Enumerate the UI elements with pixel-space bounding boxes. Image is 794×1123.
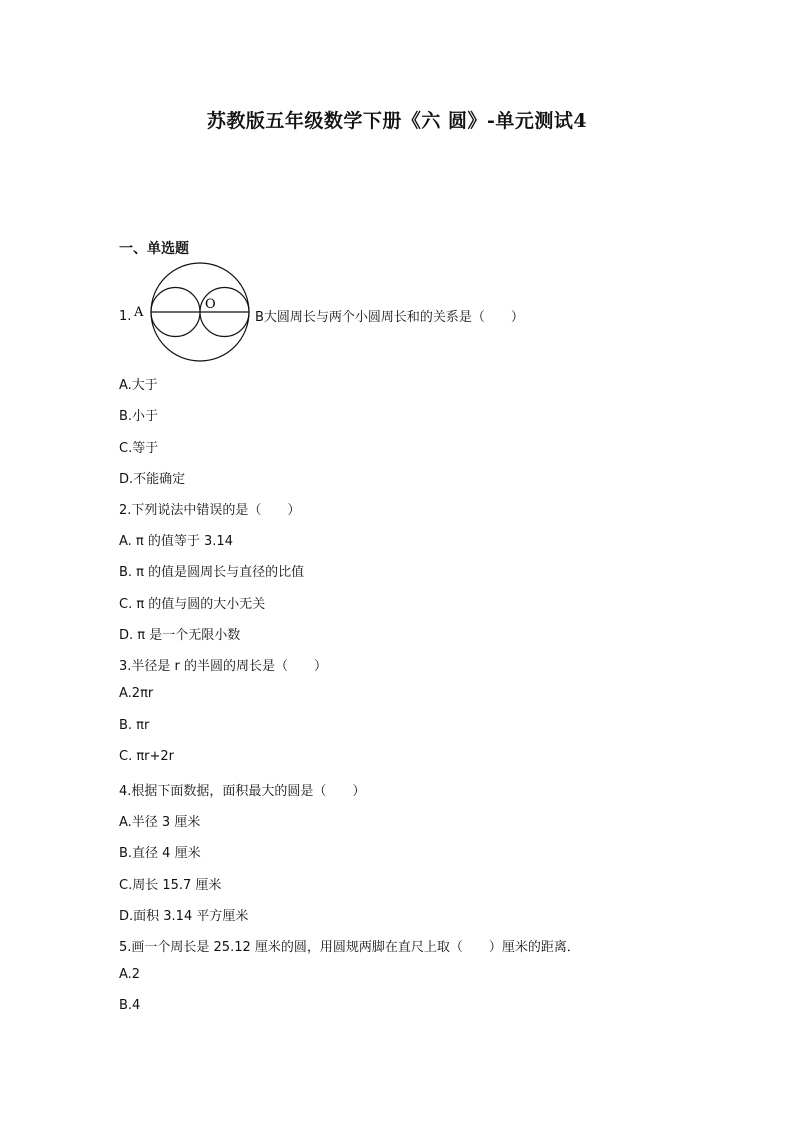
question-3-option-b: B. πr	[119, 718, 150, 733]
label-a: A	[134, 305, 144, 320]
question-2-option-d: D. π 是一个无限小数	[119, 628, 241, 643]
question-2-text: 2.下列说法中错误的是（ ）	[119, 503, 301, 518]
question-4-option-b: B.直径 4 厘米	[119, 846, 201, 861]
circle-figure	[130, 262, 256, 366]
document-title: 苏教版五年级数学下册《六 圆》-单元测试4	[206, 110, 588, 132]
question-2-option-c: C. π 的值与圆的大小无关	[119, 597, 266, 612]
question-1-text: B大圆周长与两个小圆周长和的关系是（ ）	[255, 310, 524, 325]
question-1-option-b: B.小于	[119, 409, 159, 424]
question-2-option-b: B. π 的值是圆周长与直径的比值	[119, 565, 305, 580]
question-1-option-d: D.不能确定	[119, 472, 186, 487]
question-5-text: 5.画一个周长是 25.12 厘米的圆，用圆规两脚在直尺上取（ ）厘米的距离．	[119, 940, 580, 955]
question-3-option-c: C. πr+2r	[119, 749, 175, 764]
question-1-number: 1.	[119, 309, 132, 324]
question-4-option-a: A.半径 3 厘米	[119, 815, 201, 830]
question-3-option-a: A.2πr	[119, 686, 154, 701]
question-2-option-a: A. π 的值等于 3.14	[119, 534, 233, 549]
question-4-text: 4.根据下面数据，面积最大的圆是（ ）	[119, 784, 366, 799]
question-4-option-d: D.面积 3.14 平方厘米	[119, 909, 249, 924]
question-5-option-b: B.4	[119, 998, 141, 1013]
question-1-option-c: C.等于	[119, 441, 159, 456]
question-3-text: 3.半径是 r 的半圆的周长是（ ）	[119, 659, 328, 674]
label-o: O	[205, 297, 216, 312]
question-5-option-a: A.2	[119, 967, 141, 982]
question-1-option-a: A.大于	[119, 378, 158, 393]
question-4-option-c: C.周长 15.7 厘米	[119, 878, 222, 893]
section-heading: 一、单选题	[119, 241, 189, 257]
